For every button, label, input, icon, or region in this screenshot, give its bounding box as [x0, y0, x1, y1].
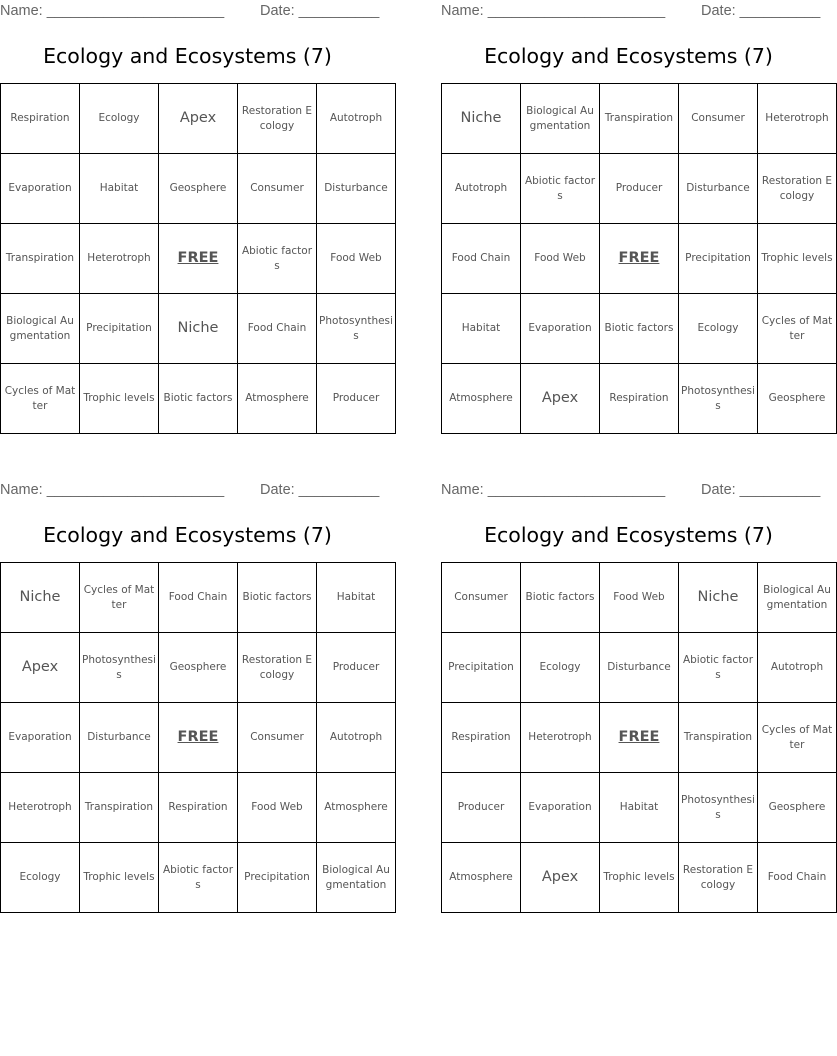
grid-cell: Precipitation	[80, 294, 159, 364]
grid-cell: Habitat	[600, 773, 679, 843]
card-title: Ecology and Ecosystems (7)	[43, 44, 332, 68]
grid-cell: Evaporation	[521, 294, 600, 364]
grid-cell: Biotic factors	[521, 563, 600, 633]
grid-cell: Biotic factors	[600, 294, 679, 364]
grid-cell: Atmosphere	[238, 364, 317, 434]
grid-cell: Ecology	[80, 84, 159, 154]
grid-cell: Geosphere	[758, 364, 837, 434]
grid-cell: Food Web	[521, 224, 600, 294]
grid-cell: Apex	[159, 84, 238, 154]
grid-cell: Respiration	[442, 703, 521, 773]
grid-cell: Food Chain	[238, 294, 317, 364]
grid-cell: Cycles of Matter	[758, 294, 837, 364]
grid-cell: Niche	[1, 563, 80, 633]
grid-row	[1, 224, 396, 294]
grid-cell: Photosynthesis	[317, 294, 396, 364]
grid-cell: Food Chain	[159, 563, 238, 633]
bingo-card-3	[0, 479, 390, 914]
grid-cell: Atmosphere	[442, 843, 521, 913]
grid-cell: Autotroph	[317, 703, 396, 773]
grid-cell: Trophic levels	[80, 364, 159, 434]
grid-row	[1, 294, 396, 364]
date-field: Date: __________	[701, 3, 821, 19]
grid-cell: Heterotroph	[1, 773, 80, 843]
grid-cell: Evaporation	[1, 703, 80, 773]
free-space: FREE	[159, 703, 238, 773]
grid-cell: Niche	[442, 84, 521, 154]
grid-cell: Food Chain	[442, 224, 521, 294]
grid-cell: Transpiration	[600, 84, 679, 154]
grid-row	[442, 773, 837, 843]
grid-row	[442, 703, 837, 773]
grid-cell: Trophic levels	[600, 843, 679, 913]
grid-cell: Consumer	[679, 84, 758, 154]
grid-cell: Geosphere	[758, 773, 837, 843]
grid-cell: Precipitation	[442, 633, 521, 703]
grid-cell: Food Web	[238, 773, 317, 843]
grid-cell: Geosphere	[159, 154, 238, 224]
grid-cell: Precipitation	[679, 224, 758, 294]
grid-cell: Apex	[521, 364, 600, 434]
grid-row	[442, 563, 837, 633]
free-space: FREE	[159, 224, 238, 294]
grid-cell: Disturbance	[317, 154, 396, 224]
grid-cell: Cycles of Matter	[758, 703, 837, 773]
grid-cell: Food Web	[317, 224, 396, 294]
grid-cell: Abiotic factors	[238, 224, 317, 294]
grid-cell: Disturbance	[679, 154, 758, 224]
grid-cell: Producer	[442, 773, 521, 843]
grid-cell: Ecology	[521, 633, 600, 703]
grid-row	[442, 224, 837, 294]
grid-cell: Producer	[317, 633, 396, 703]
grid-cell: Restoration Ecology	[238, 84, 317, 154]
grid-row	[442, 154, 837, 224]
grid-row	[442, 364, 837, 434]
grid-cell: Biological Augmentation	[317, 843, 396, 913]
grid-cell: Heterotroph	[80, 224, 159, 294]
grid-cell: Biological Augmentation	[1, 294, 80, 364]
grid-cell: Abiotic factors	[679, 633, 758, 703]
grid-cell: Biological Augmentation	[521, 84, 600, 154]
grid-cell: Food Web	[600, 563, 679, 633]
name-field: Name: ______________________	[0, 3, 225, 19]
grid-cell: Abiotic factors	[521, 154, 600, 224]
grid-cell: Photosynthesis	[679, 364, 758, 434]
name-field: Name: ______________________	[441, 482, 666, 498]
grid-cell: Geosphere	[159, 633, 238, 703]
grid-cell: Biological Augmentation	[758, 563, 837, 633]
grid-cell: Atmosphere	[317, 773, 396, 843]
grid-cell: Photosynthesis	[80, 633, 159, 703]
grid-cell: Ecology	[1, 843, 80, 913]
grid-cell: Apex	[521, 843, 600, 913]
grid-cell: Precipitation	[238, 843, 317, 913]
grid-cell: Autotroph	[758, 633, 837, 703]
grid-row	[442, 633, 837, 703]
grid-cell: Trophic levels	[758, 224, 837, 294]
bingo-grid	[441, 83, 837, 434]
grid-cell: Habitat	[442, 294, 521, 364]
bingo-card-2	[441, 0, 833, 435]
grid-cell: Photosynthesis	[679, 773, 758, 843]
grid-cell: Autotroph	[442, 154, 521, 224]
grid-cell: Niche	[159, 294, 238, 364]
grid-cell: Transpiration	[679, 703, 758, 773]
grid-cell: Habitat	[317, 563, 396, 633]
grid-row	[442, 294, 837, 364]
grid-row	[442, 843, 837, 913]
grid-cell: Restoration Ecology	[238, 633, 317, 703]
grid-cell: Disturbance	[600, 633, 679, 703]
bingo-card-1	[0, 0, 393, 435]
grid-cell: Food Chain	[758, 843, 837, 913]
grid-row	[1, 633, 396, 703]
grid-cell: Respiration	[1, 84, 80, 154]
grid-row	[1, 563, 396, 633]
grid-cell: Cycles of Matter	[1, 364, 80, 434]
grid-cell: Consumer	[442, 563, 521, 633]
card-title: Ecology and Ecosystems (7)	[484, 523, 773, 547]
grid-cell: Atmosphere	[442, 364, 521, 434]
grid-cell: Evaporation	[521, 773, 600, 843]
grid-cell: Consumer	[238, 703, 317, 773]
grid-cell: Evaporation	[1, 154, 80, 224]
grid-cell: Restoration Ecology	[758, 154, 837, 224]
grid-cell: Restoration Ecology	[679, 843, 758, 913]
grid-cell: Disturbance	[80, 703, 159, 773]
date-field: Date: __________	[260, 482, 380, 498]
grid-cell: Biotic factors	[238, 563, 317, 633]
grid-row	[1, 154, 396, 224]
grid-cell: Autotroph	[317, 84, 396, 154]
date-field: Date: __________	[260, 3, 380, 19]
grid-cell: Respiration	[600, 364, 679, 434]
grid-cell: Producer	[600, 154, 679, 224]
grid-cell: Heterotroph	[521, 703, 600, 773]
bingo-card-4	[441, 479, 833, 914]
grid-cell: Trophic levels	[80, 843, 159, 913]
grid-cell: Niche	[679, 563, 758, 633]
grid-row	[1, 773, 396, 843]
date-field: Date: __________	[701, 482, 821, 498]
grid-row	[1, 364, 396, 434]
grid-row	[1, 84, 396, 154]
grid-cell: Transpiration	[1, 224, 80, 294]
grid-cell: Respiration	[159, 773, 238, 843]
grid-cell: Cycles of Matter	[80, 563, 159, 633]
grid-cell: Habitat	[80, 154, 159, 224]
free-space: FREE	[600, 703, 679, 773]
grid-cell: Ecology	[679, 294, 758, 364]
grid-cell: Heterotroph	[758, 84, 837, 154]
bingo-grid	[0, 83, 396, 434]
grid-cell: Biotic factors	[159, 364, 238, 434]
grid-cell: Consumer	[238, 154, 317, 224]
grid-cell: Abiotic factors	[159, 843, 238, 913]
grid-row	[442, 84, 837, 154]
name-field: Name: ______________________	[441, 3, 666, 19]
card-title: Ecology and Ecosystems (7)	[43, 523, 332, 547]
name-field: Name: ______________________	[0, 482, 225, 498]
grid-cell: Apex	[1, 633, 80, 703]
bingo-grid	[0, 562, 396, 913]
free-space: FREE	[600, 224, 679, 294]
grid-cell: Producer	[317, 364, 396, 434]
bingo-grid	[441, 562, 837, 913]
grid-row	[1, 703, 396, 773]
grid-cell: Transpiration	[80, 773, 159, 843]
grid-row	[1, 843, 396, 913]
card-title: Ecology and Ecosystems (7)	[484, 44, 773, 68]
